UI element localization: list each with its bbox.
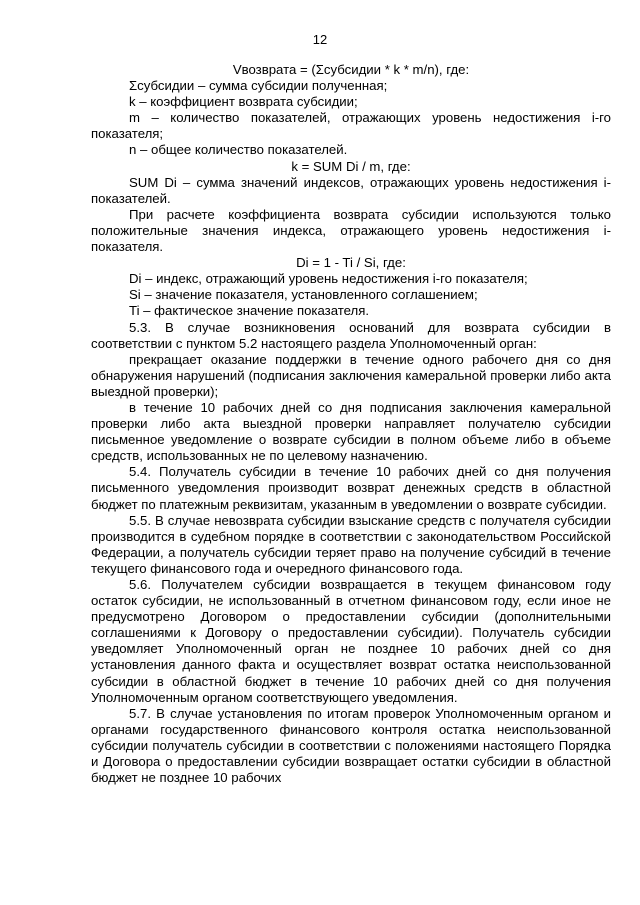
formula-v-return: Vвозврата = (Σсубсидии * k * m/n), где: (232, 62, 470, 77)
paragraph-positive-index: При расчете коэффициента возврата субсидии используются только положительные значения индекса, отражающего уровень недостижения i-показателя. (91, 206, 611, 255)
clause-5-5: 5.5. В случае невозврата субсидии взыскание средств с получателя субсидии производится в судебном порядке в соответствии с законодательством Российской Федерации, а получатель субсидии теряет право на получение субсидий в течение текущего финансового года и очередного финансового года. (91, 512, 611, 576)
definition-n: n – общее количество показателей. (129, 142, 348, 158)
definition-ti: Ti – фактическое значение показателя. (129, 303, 370, 319)
formula-di: Di = 1 - Ti / Si, где: (296, 255, 406, 271)
definition-sigma-subsidy: Σсубсидии – сумма субсидии полученная; (129, 78, 388, 94)
formula-k: k = SUM Di / m, где: (291, 158, 411, 174)
definition-di: Di – индекс, отражающий уровень недостижения i-го показателя; (129, 271, 528, 287)
clause-5-7: 5.7. В случае установления по итогам проверок Уполномоченным органом и органами государственного финансового контроля остатка неиспользованной субсидии получатель субсидии в соответствии с положениями настоящего Порядка и Договора о предоставлении субсидии возвращает остатки субсидии в областной бюджет не позднее 10 рабочих (91, 705, 611, 786)
clause-5-6: 5.6. Получателем субсидии возвращается в текущем финансовом году остаток субсидии, не использованный в отчетном финансовом году, если иное не предусмотрено Договором о предоставлении субсидии (дополнительными соглашениями к Договору о предоставлении субсидии). Получатель субсидии уведомляет Уполномоченный орган не позднее 10 рабочих дней со дня установления данного факта и осуществляет возврат остатка неиспользованной субсидии в областной бюджет в течение 10 рабочих дней со дня получения Уполномоченным органом соответствующего уведомления. (91, 577, 611, 705)
page-number: 12 (312, 32, 328, 47)
document-body (91, 62, 611, 786)
clause-5-3-item-2: в течение 10 рабочих дней со дня подписания заключения камеральной проверки либо акта выездной проверки направляет получателю субсидии письменное уведомление о возврате субсидии в полном объеме либо в объеме средств, использованных не по целевому назначению. (91, 399, 611, 464)
definition-si: Si – значение показателя, установленного соглашением; (129, 287, 478, 303)
clause-5-4: 5.4. Получатель субсидии в течение 10 рабочих дней со дня получения письменного уведомления производит возврат денежных средств в областной бюджет по платежным реквизитам, указанным в уведомлении о возврате субсидии. (91, 464, 611, 512)
clause-5-3-item-1: прекращает оказание поддержки в течение одного рабочего дня со дня обнаружения нарушений (подписания заключения камеральной проверки либо акта выездной проверки); (91, 351, 611, 399)
clause-5-3: 5.3. В случае возникновения оснований для возврата субсидии в соответствии с пунктом 5.2 настоящего раздела Уполномоченный орган: (91, 319, 611, 351)
definition-k: k – коэффициент возврата субсидии; (129, 94, 358, 110)
definition-sum-di: SUM Di – сумма значений индексов, отражающих уровень недостижения i-показателей. (91, 174, 611, 206)
definition-m: m – количество показателей, отражающих уровень недостижения i-го показателя; (91, 110, 611, 142)
